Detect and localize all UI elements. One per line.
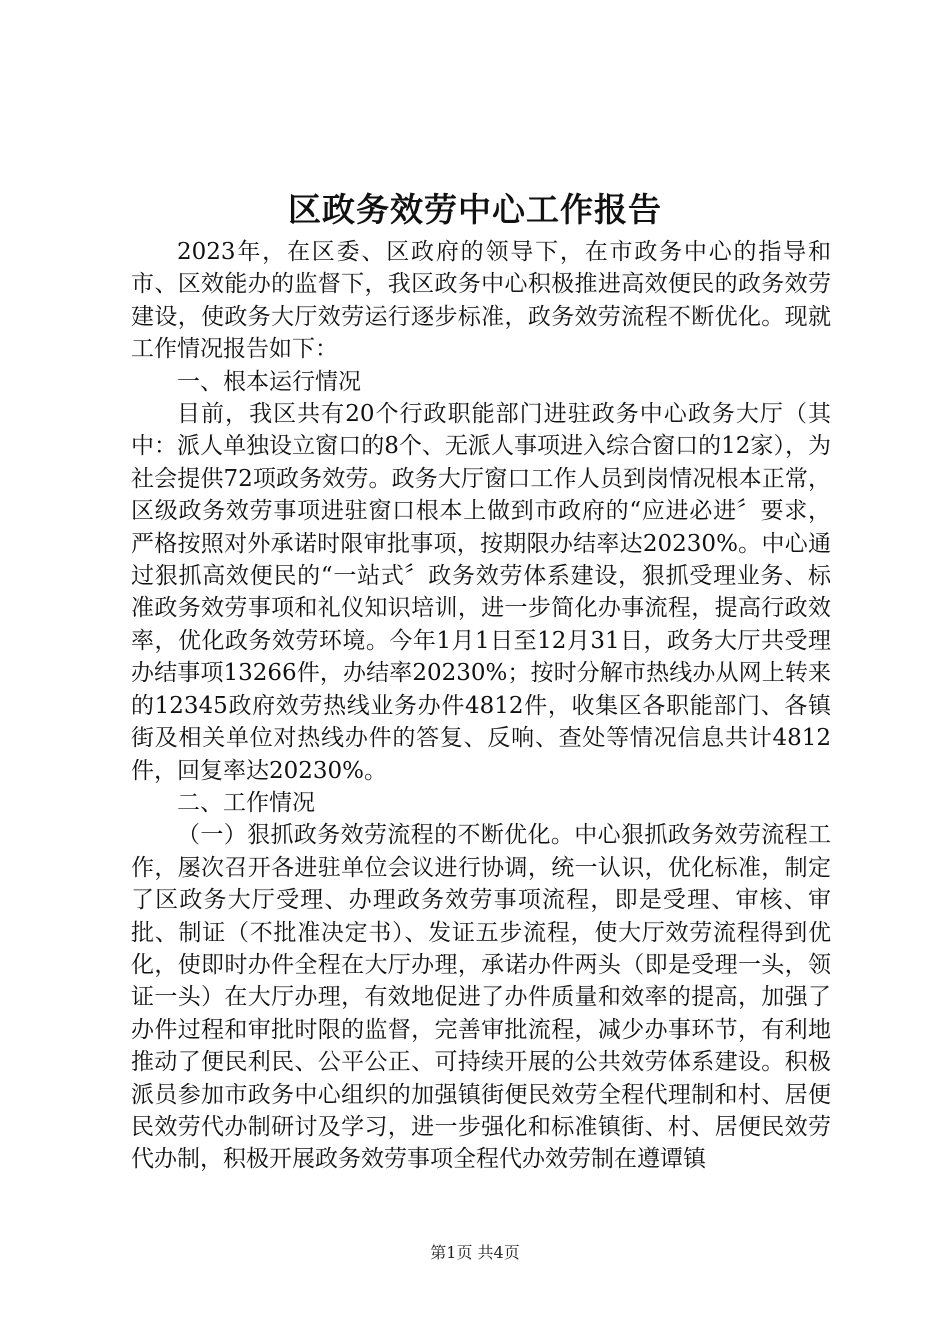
page-number-footer: 第1页 共4页 [430,1243,520,1262]
section-heading-2: 二、工作情况 [177,789,315,816]
basic-operation-paragraph: 目前，我区共有20个行政职能部门进驻政务中心政务大厅（其中：派人单独设立窗口的8个、无派人事项进入综合窗口的12家），为社会提供72项政务效劳。政务大厅窗口工作人员到岗情况根本正常，区级政务效劳事项进驻窗口根本上做到市政府的“应进必进〞要求，严格按照对外承诺时限审批事项，按期限办结率达20230%。中心通过狠抓高效便民的“一站式〞政务效劳体系建设，狠抓受理业务、标准政务效劳事项和礼仪知识培训，进一步简化办事流程，提高行政效率，优化政务效劳环境。今年1月1日至12月31日，政务大厅共受理办结事项13266件，办结率20230%；按时分解市热线办从网上转来的12345政府效劳热线业务办件4812件，收集区各职能部门、各镇街及相关单位对热线办件的答复、反响、查处等情况信息共计4812件，回复率达20230%。 [131,401,831,784]
intro-paragraph: 2023年，在区委、区政府的领导下，在市政务中心的指导和市、区效能办的监督下，我区政务中心积极推进高效便民的政务效劳建设，使政务大厅效劳运行逐步标准，政务效劳流程不断优化。现就工作情况报告如下： [131,239,831,363]
document-body [131,236,831,1176]
section-heading-1: 一、根本运行情况 [177,368,361,395]
work-process-paragraph: （一）狠抓政务效劳流程的不断优化。中心狠抓政务效劳流程工作，屡次召开各进驻单位会议进行协调，统一认识，优化标准，制定了区政务大厅受理、办理政务效劳事项流程，即是受理、审核、审批、制证（不批准决定书）、发证五步流程，使大厅效劳流程得到优化，使即时办件全程在大厅办理，承诺办件两头（即是受理一头，领证一头）在大厅办理，有效地促进了办件质量和效率的提高，加强了办件过程和审批时限的监督，完善审批流程，减少办事环节，有利地推动了便民利民、公平公正、可持续开展的公共效劳体系建设。积极派员参加市政务中心组织的加强镇街便民效劳全程代理制和村、居便民效劳代办制研讨及学习，进一步强化和标准镇街、村、居便民效劳代办制，积极开展政务效劳事项全程代办效劳制在遵谭镇 [131,822,831,1173]
document-title: 区政务效劳中心工作报告 [288,190,662,229]
